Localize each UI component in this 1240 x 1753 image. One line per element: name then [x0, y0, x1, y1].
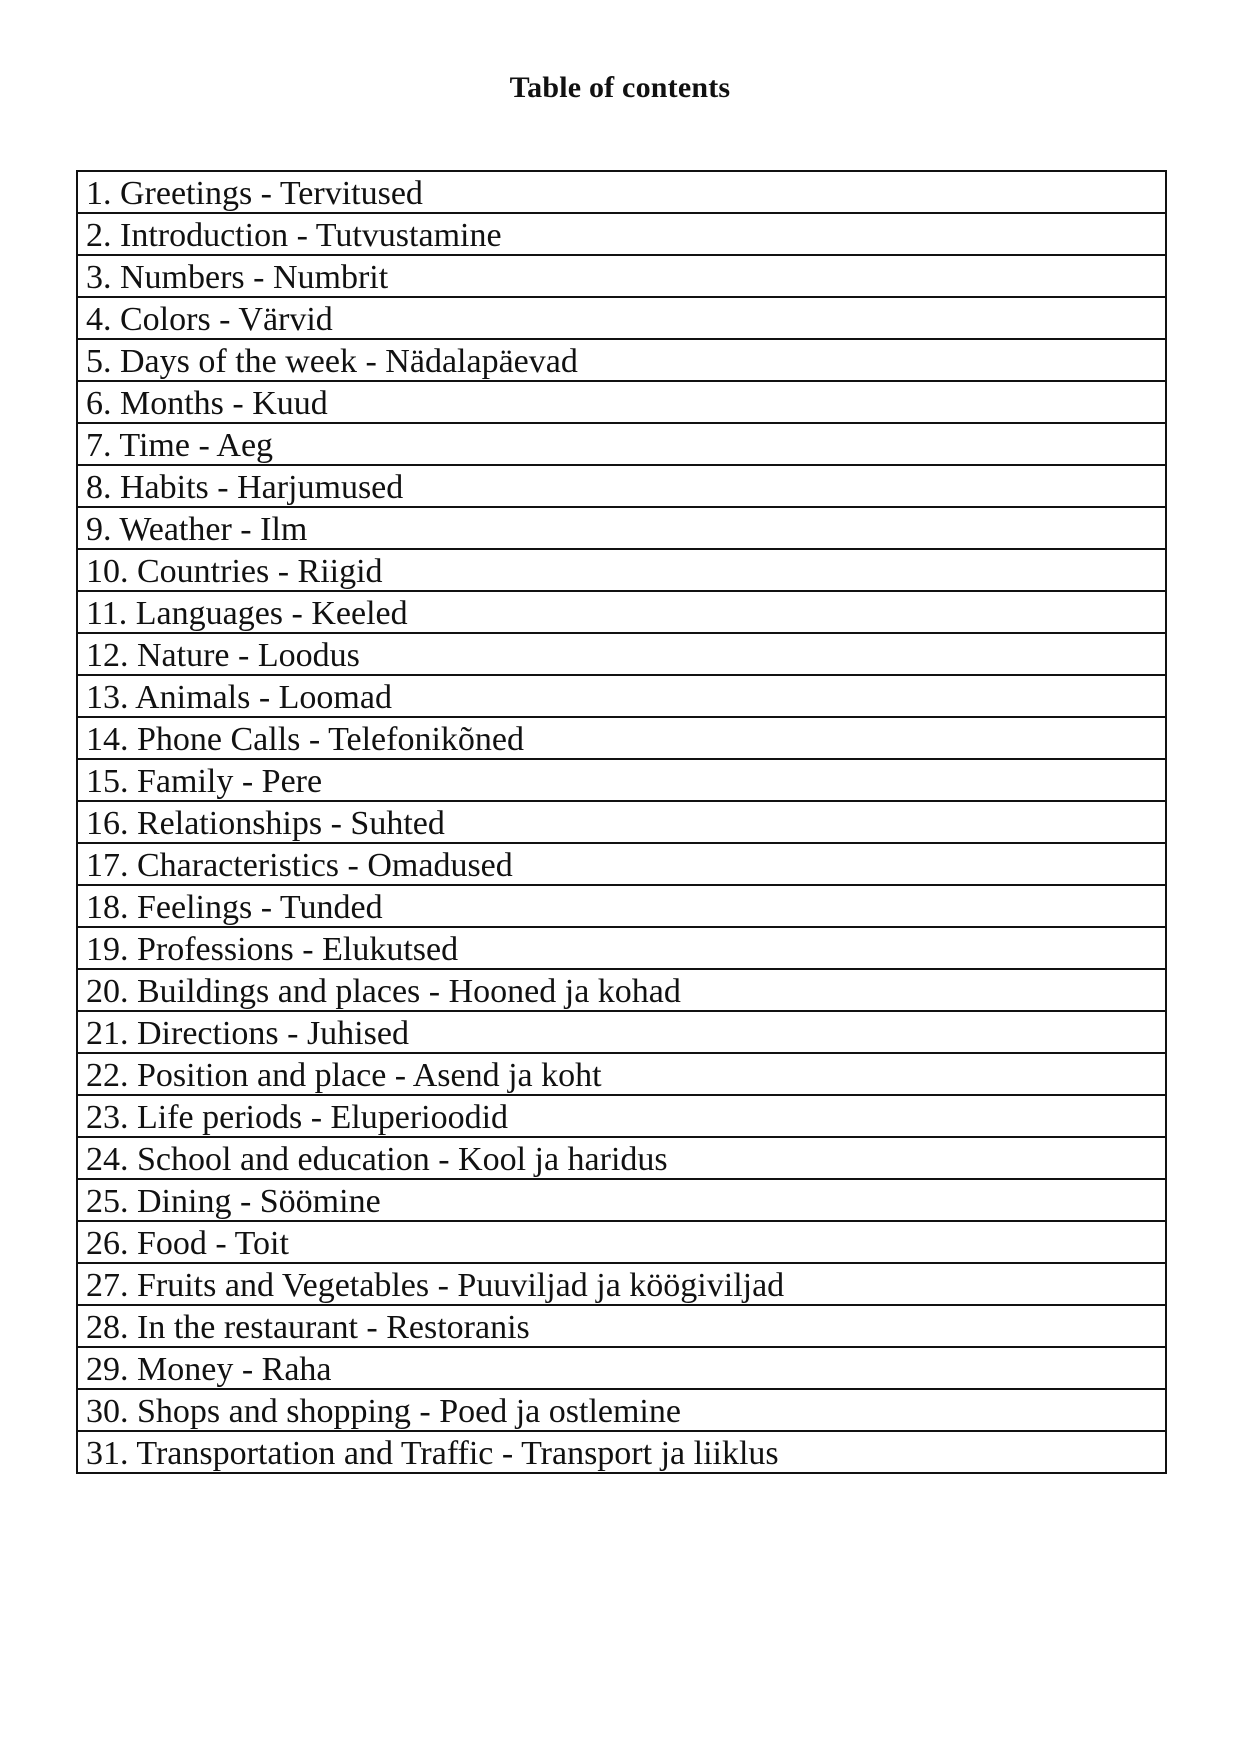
toc-table	[76, 170, 1167, 1474]
toc-entry-text: 6. Months - Kuud	[86, 385, 328, 422]
toc-entry-text: 19. Professions - Elukutsed	[86, 931, 459, 968]
toc-row	[77, 1305, 1166, 1347]
toc-row	[77, 885, 1166, 927]
toc-row	[77, 1179, 1166, 1221]
toc-row	[77, 339, 1166, 381]
toc-row	[77, 213, 1166, 255]
toc-row	[77, 255, 1166, 297]
toc-row	[77, 1389, 1166, 1431]
toc-entry-text: 7. Time - Aeg	[86, 427, 274, 464]
toc-entry-text: 12. Nature - Loodus	[86, 637, 360, 674]
toc-entry[interactable]	[77, 717, 1166, 759]
toc-entry[interactable]	[77, 423, 1166, 465]
toc-entry[interactable]	[77, 1137, 1166, 1179]
toc-row	[77, 507, 1166, 549]
toc-entry[interactable]	[77, 1053, 1166, 1095]
toc-entry[interactable]	[77, 297, 1166, 339]
toc-entry-text: 22. Position and place - Asend ja koht	[86, 1057, 602, 1094]
toc-entry-text: 4. Colors - Värvid	[86, 301, 333, 338]
toc-entry-text: 9. Weather - Ilm	[86, 511, 308, 548]
toc-entry-text: 31. Transportation and Traffic - Transport ja liiklus	[86, 1435, 779, 1472]
toc-row	[77, 1095, 1166, 1137]
toc-entry[interactable]	[77, 759, 1166, 801]
page-title: Table of contents	[509, 71, 731, 104]
toc-entry[interactable]	[77, 1389, 1166, 1431]
toc-entry[interactable]	[77, 675, 1166, 717]
toc-row	[77, 759, 1166, 801]
toc-entry[interactable]	[77, 969, 1166, 1011]
toc-entry[interactable]	[77, 1263, 1166, 1305]
toc-entry[interactable]	[77, 1011, 1166, 1053]
toc-entry-text: 15. Family - Pere	[86, 763, 323, 800]
toc-entry[interactable]	[77, 255, 1166, 297]
toc-entry[interactable]	[77, 1179, 1166, 1221]
toc-row	[77, 423, 1166, 465]
toc-entry[interactable]	[77, 1095, 1166, 1137]
toc-row	[77, 969, 1166, 1011]
toc-entry-text: 18. Feelings - Tunded	[86, 889, 383, 926]
toc-row	[77, 1347, 1166, 1389]
toc-entry[interactable]	[77, 591, 1166, 633]
toc-entry-text: 24. School and education - Kool ja haridus	[86, 1141, 668, 1178]
toc-entry-text: 14. Phone Calls - Telefonikõned	[86, 721, 524, 758]
toc-row	[77, 927, 1166, 969]
toc-row	[77, 717, 1166, 759]
toc-row	[77, 1263, 1166, 1305]
toc-entry[interactable]	[77, 885, 1166, 927]
toc-row	[77, 1431, 1166, 1473]
toc-entry-text: 3. Numbers - Numbrit	[86, 259, 389, 296]
toc-entry[interactable]	[77, 213, 1166, 255]
toc-entry-text: 16. Relationships - Suhted	[86, 805, 445, 842]
toc-entry[interactable]	[77, 801, 1166, 843]
toc-entry-text: 23. Life periods - Eluperioodid	[86, 1099, 509, 1136]
toc-row	[77, 591, 1166, 633]
toc-entry-text: 5. Days of the week - Nädalapäevad	[86, 343, 578, 380]
toc-row	[77, 171, 1166, 213]
toc-entry-text: 27. Fruits and Vegetables - Puuviljad ja köögiviljad	[86, 1267, 785, 1304]
toc-entry-text: 26. Food - Toit	[86, 1225, 289, 1262]
toc-entry[interactable]	[77, 1305, 1166, 1347]
toc-entry[interactable]	[77, 381, 1166, 423]
toc-entry-text: 17. Characteristics - Omadused	[86, 847, 513, 884]
toc-entry[interactable]	[77, 507, 1166, 549]
toc-entry[interactable]	[77, 171, 1166, 213]
toc-entry[interactable]	[77, 843, 1166, 885]
toc-entry-text: 21. Directions - Juhised	[86, 1015, 409, 1052]
toc-row	[77, 549, 1166, 591]
toc-row	[77, 1011, 1166, 1053]
toc-entry[interactable]	[77, 1431, 1166, 1473]
toc-row	[77, 1137, 1166, 1179]
toc-row	[77, 1221, 1166, 1263]
toc-entry-text: 11. Languages - Keeled	[86, 595, 408, 632]
toc-row	[77, 675, 1166, 717]
toc-row	[77, 1053, 1166, 1095]
toc-row	[77, 465, 1166, 507]
toc-row	[77, 843, 1166, 885]
toc-entry[interactable]	[77, 549, 1166, 591]
toc-entry-text: 25. Dining - Söömine	[86, 1183, 381, 1220]
toc-row	[77, 297, 1166, 339]
toc-entry[interactable]	[77, 927, 1166, 969]
toc-entry-text: 30. Shops and shopping - Poed ja ostlemine	[86, 1393, 681, 1430]
toc-entry-text: 10. Countries - Riigid	[86, 553, 383, 590]
toc-entry-text: 29. Money - Raha	[86, 1351, 332, 1388]
toc-entry[interactable]	[77, 1347, 1166, 1389]
toc-entry-text: 20. Buildings and places - Hooned ja kohad	[86, 973, 681, 1010]
toc-entry[interactable]	[77, 465, 1166, 507]
toc-entry-text: 13. Animals - Loomad	[86, 679, 392, 716]
toc-entry[interactable]	[77, 633, 1166, 675]
toc-entry-text: 28. In the restaurant - Restoranis	[86, 1309, 530, 1346]
toc-row	[77, 633, 1166, 675]
toc-entry-text: 8. Habits - Harjumused	[86, 469, 404, 506]
toc-entry[interactable]	[77, 1221, 1166, 1263]
toc-row	[77, 381, 1166, 423]
toc-entry-text: 1. Greetings - Tervitused	[86, 175, 423, 212]
toc-row	[77, 801, 1166, 843]
toc-entry[interactable]	[77, 339, 1166, 381]
toc-entry-text: 2. Introduction - Tutvustamine	[86, 217, 502, 254]
